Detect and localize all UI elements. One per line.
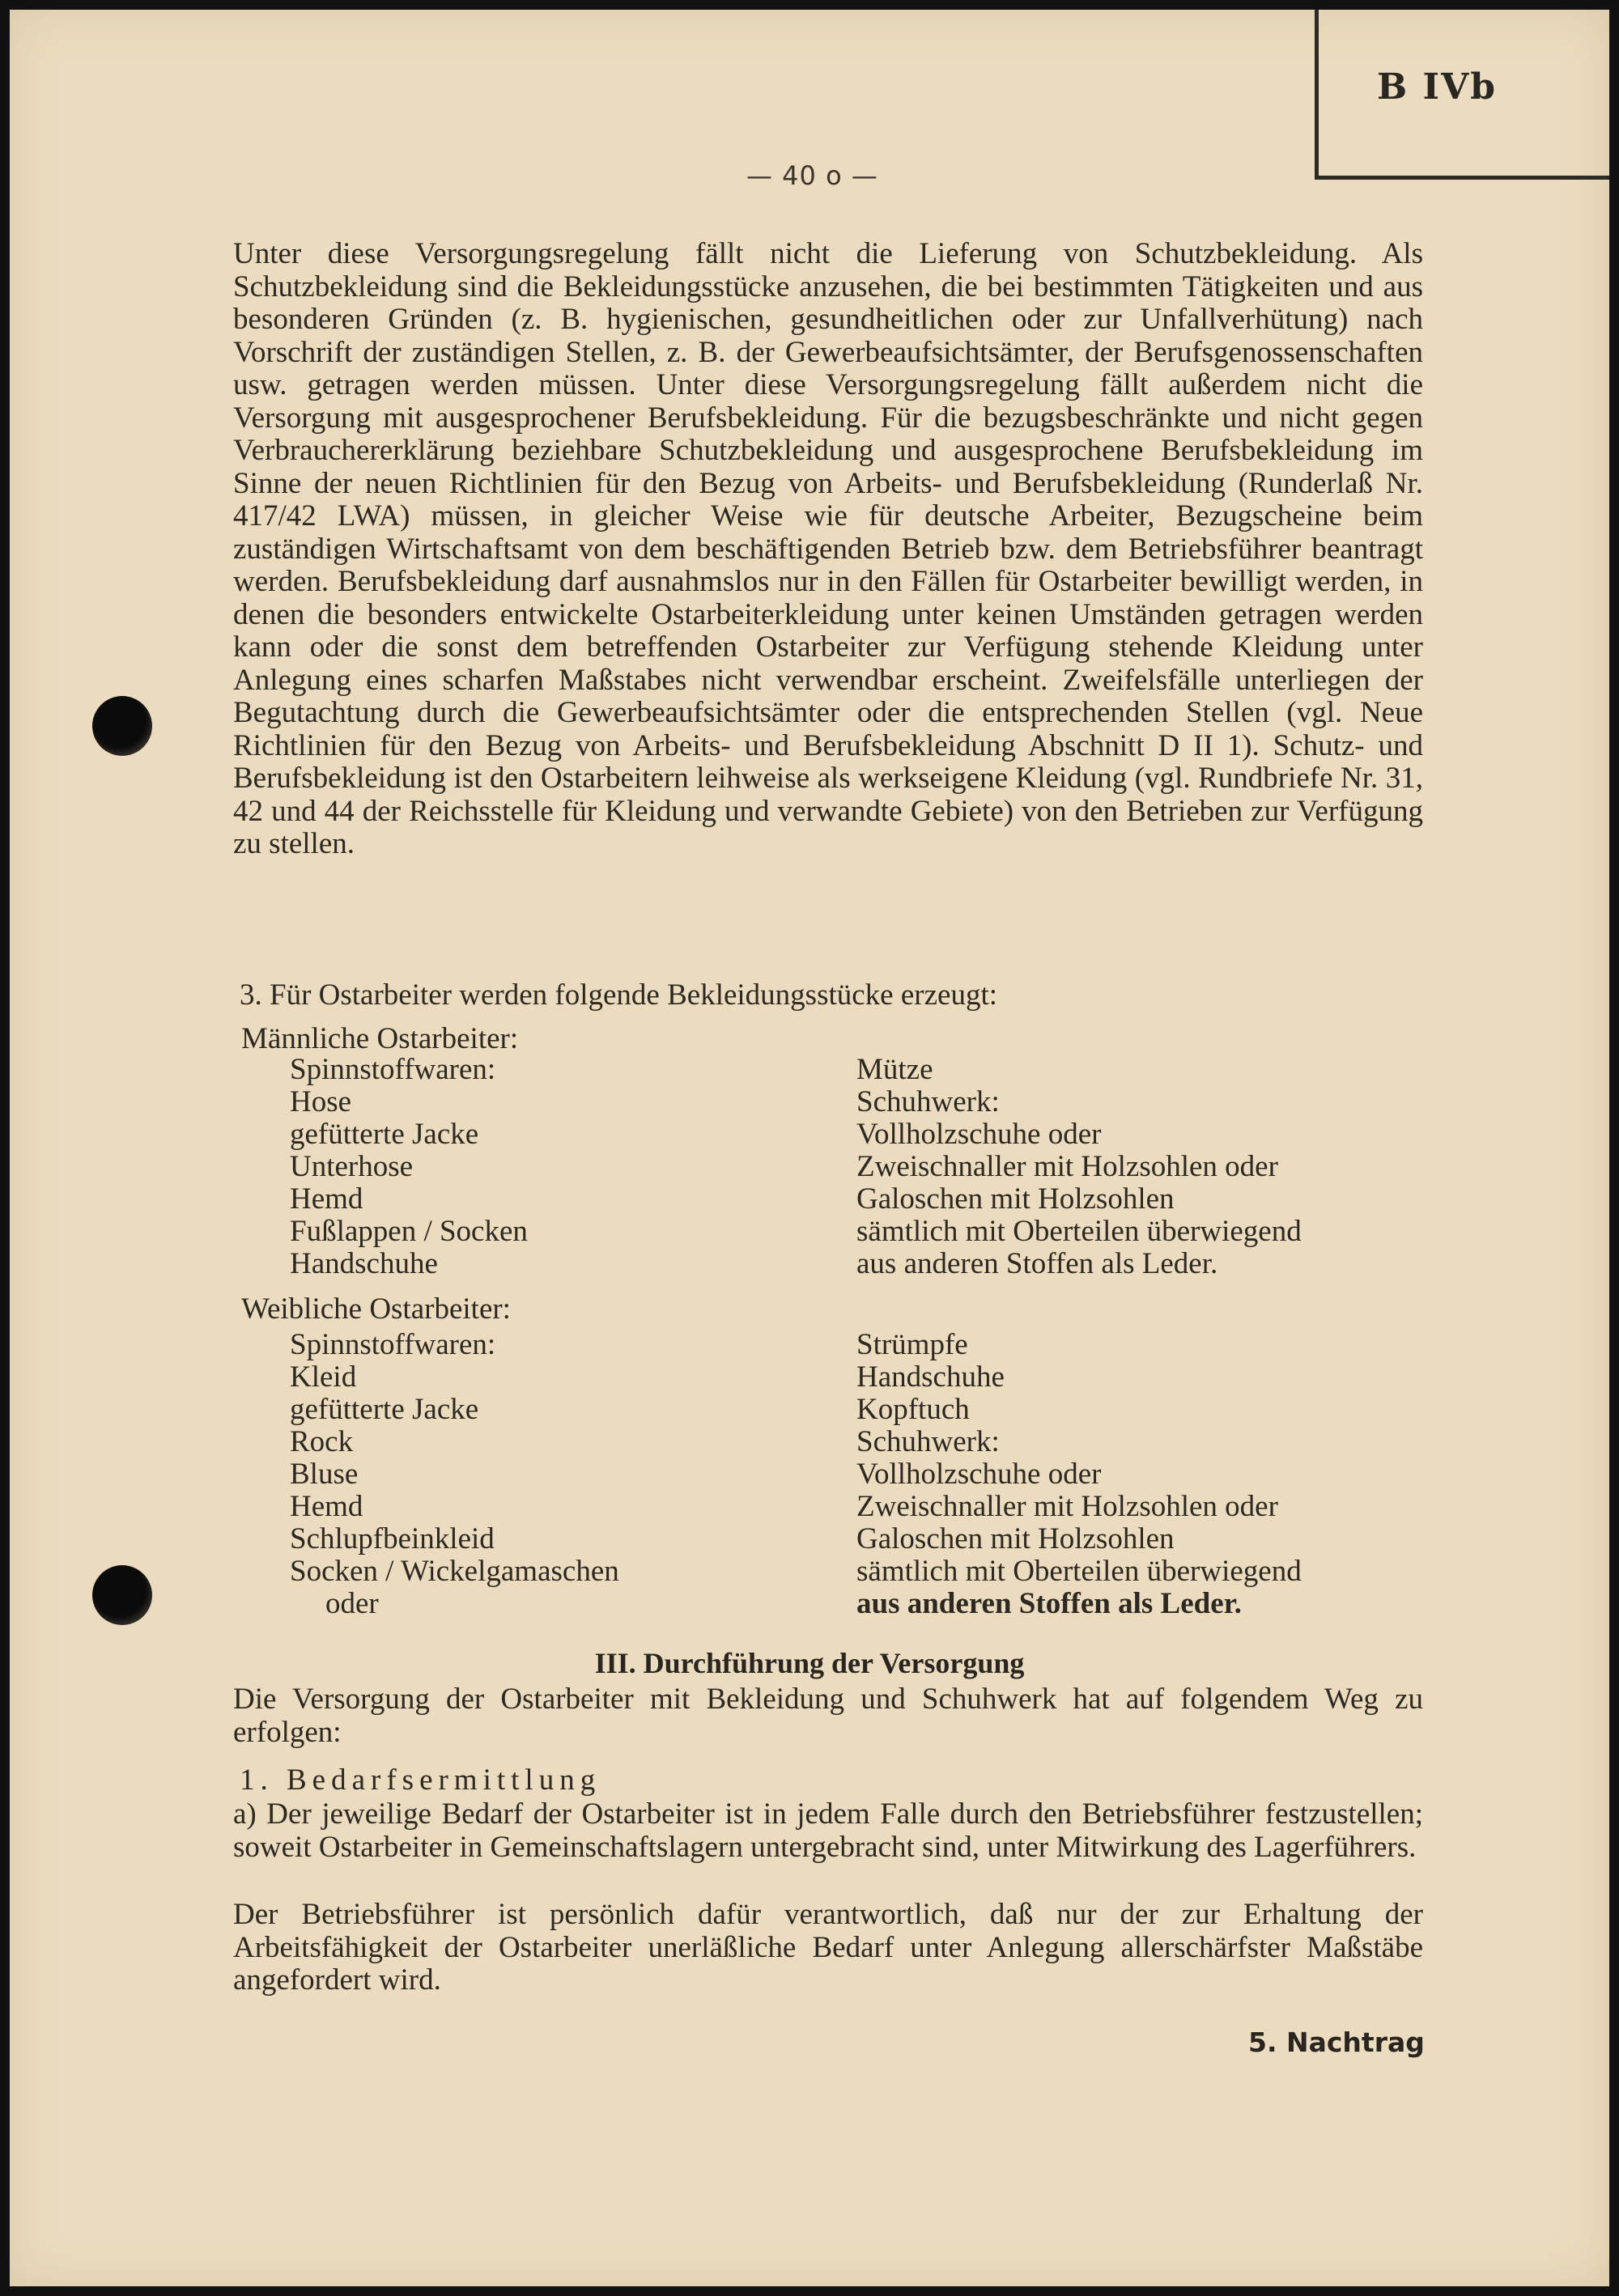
section-tab [1315, 10, 1609, 180]
list-item: Schlupfbeinkleid [290, 1522, 495, 1555]
paragraph-a: a) Der jeweilige Bedarf der Ostarbeiter ist in jedem Falle durch den Betriebsführer festzustellen; soweit Ostarbeiter in Gemeinschaftslagern untergebracht sind, unter Mitwirkung des Lagerführers. [233, 1797, 1423, 1864]
punch-hole-icon [92, 696, 152, 756]
page-number: — 40 o — [746, 160, 878, 191]
list-item: Mütze [856, 1053, 933, 1086]
list-item: aus anderen Stoffen als Leder. [856, 1587, 1242, 1620]
list-item: Kopftuch [856, 1393, 970, 1426]
male-heading: Männliche Ostarbeiter: [241, 1022, 519, 1055]
list-item: Kleid [290, 1360, 357, 1394]
list-item: Schuhwerk: [856, 1425, 1000, 1458]
list-item: Hemd [290, 1182, 363, 1216]
list-item: Rock [290, 1425, 354, 1458]
list-item: Galoschen mit Holzsohlen [856, 1522, 1175, 1555]
list-item: Galoschen mit Holzsohlen [856, 1182, 1175, 1216]
section-label: B IVb [1377, 66, 1497, 108]
list-item: Vollholzschuhe oder [856, 1458, 1102, 1491]
list-item: Spinnstoffwaren: [290, 1328, 496, 1361]
list-item: sämtlich mit Oberteilen überwiegend [856, 1215, 1302, 1248]
paragraph-b: Der Betriebsführer ist persönlich dafür verantwortlich, daß nur der zur Erhaltung der Arbeitsfähigkeit der Ostarbeiter unerläßliche Bedarf unter Anlegung allerschärfster Maßstäbe angefordert wird. [233, 1898, 1423, 1997]
section-intro: Die Versorgung der Ostarbeiter mit Bekleidung und Schuhwerk hat auf folgendem Weg zu erfolgen: [233, 1683, 1423, 1749]
list-item: Vollholzschuhe oder [856, 1118, 1102, 1151]
list-item: aus anderen Stoffen als Leder. [856, 1247, 1218, 1280]
list-item: oder [325, 1587, 379, 1620]
list-item: Strümpfe [856, 1328, 968, 1361]
list-item: sämtlich mit Oberteilen überwiegend [856, 1555, 1302, 1588]
subsection-heading: 1. Bedarfsermittlung [240, 1763, 601, 1797]
list-item: Handschuhe [856, 1360, 1005, 1394]
list-item: Hose [290, 1085, 352, 1118]
section-heading: III. Durchführung der Versorgung [594, 1647, 1025, 1679]
punch-hole-icon [92, 1565, 152, 1625]
list-item: Fußlappen / Socken [290, 1215, 528, 1248]
list-item: Spinnstoffwaren: [290, 1053, 496, 1086]
list-item: Bluse [290, 1458, 359, 1491]
supplement-label: 5. Nachtrag [1248, 2027, 1425, 2058]
paragraph-protective-clothing: Unter diese Versorgungsregelung fällt nicht die Lieferung von Schutzbekleidung. Als Schutzbekleidung sind die Bekleidungsstücke anzusehen, die bei bestimmten Tätigkeiten und aus besonderen Gründen (z. B. hygienischen, gesundheitlichen oder zur Unfallverhütung) nach Vorschrift der zuständigen Stellen, z. B. der Gewerbeaufsichtsämter, der Berufsgenossenschaften usw. getragen werden müssen. Unter diese Versorgungsregelung fällt außerdem nicht die Versorgung mit ausgesprochener Berufsbekleidung. Für die bezugsbeschränkte und nicht gegen Verbrauchererklärung beziehbare Schutzbekleidung und ausgesprochene Berufsbekleidung im Sinne der neuen Richtlinien für den Bezug von Arbeits- und Berufsbekleidung (Runderlaß Nr. 417/42 LWA) müssen, in gleicher Weise wie für deutsche Arbeiter, Bezugscheine beim zuständigen Wirtschaftsamt von dem beschäftigenden Betrieb bzw. dem Betriebsführer beantragt werden. Berufsbekleidung darf ausnahmslos nur in den Fällen für Ostarbeiter bewilligt werden, in denen die besonders entwickelte Ostarbeiterkleidung unter keinen Umständen getragen werden kann oder die sonst dem betreffenden Ostarbeiter zur Verfügung stehende Kleidung unter Anlegung eines scharfen Maßstabes nicht verwendbar erscheint. Zweifelsfälle unterliegen der Begutachtung durch die Gewerbeaufsichtsämter oder die entsprechenden Stellen (vgl. Neue Richtlinien für den Bezug von Arbeits- und Berufsbekleidung Abschnitt D II 1). Schutz- und Berufsbekleidung ist den Ostarbeitern leihweise als werkseigene Kleidung (vgl. Rundbriefe Nr. 31, 42 und 44 der Reichsstelle für Kleidung und verwandte Gebiete) von den Betrieben zur Verfügung zu stellen. [233, 237, 1423, 860]
list-item: Unterhose [290, 1150, 414, 1183]
list-item: Schuhwerk: [856, 1085, 1000, 1118]
female-heading: Weibliche Ostarbeiter: [241, 1292, 511, 1326]
list-item: Handschuhe [290, 1247, 438, 1280]
list-item: gefütterte Jacke [290, 1118, 479, 1151]
list-item: gefütterte Jacke [290, 1393, 479, 1426]
list-item: Zweischnaller mit Holzsohlen oder [856, 1150, 1278, 1183]
list-item: Socken / Wickelgamaschen [290, 1555, 619, 1588]
document-page [10, 10, 1609, 2286]
list-item: Zweischnaller mit Holzsohlen oder [856, 1490, 1278, 1523]
list-item: Hemd [290, 1490, 363, 1523]
item-3-intro: 3. Für Ostarbeiter werden folgende Bekleidungsstücke erzeugt: [240, 978, 998, 1012]
